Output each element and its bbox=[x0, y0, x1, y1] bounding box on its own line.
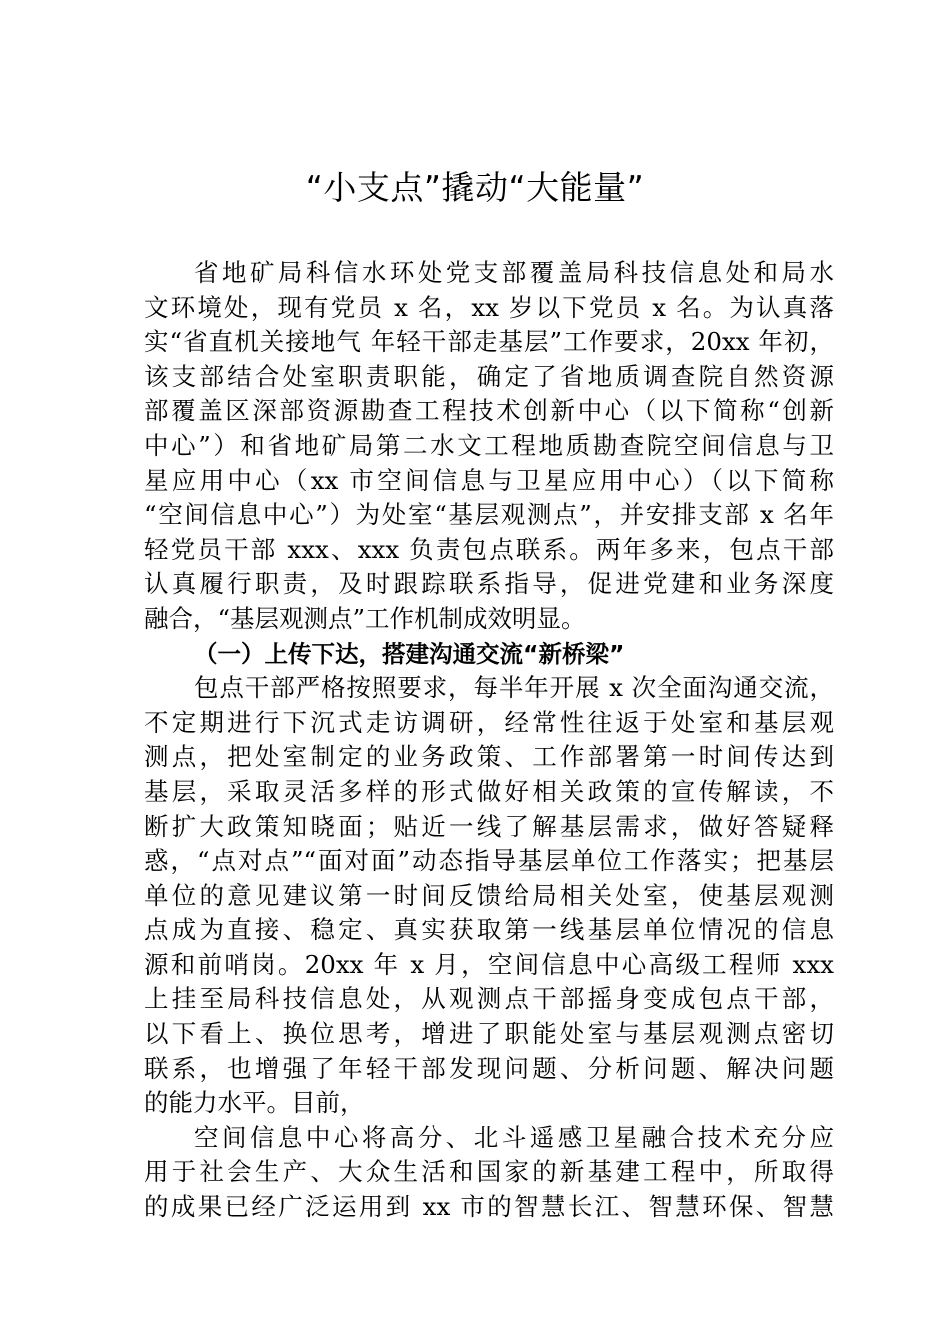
paragraph-line: 轻党员干部 xxx、xxx 负责包点联系。两年多来，包点干部 bbox=[144, 534, 834, 564]
paragraph-line: 用于社会生产、大众生活和国家的新基建工程中，所取得 bbox=[144, 1157, 834, 1187]
paragraph-line: 不定期进行下沉式走访调研，经常性往返于处室和基层观 bbox=[144, 707, 834, 737]
document-body bbox=[144, 256, 834, 1225]
paragraph-line: 文环境处，现有党员 x 名，xx 岁以下党员 x 名。为认真落 bbox=[144, 292, 834, 322]
paragraph-line: 包点干部严格按照要求，每半年开展 x 次全面沟通交流， bbox=[194, 673, 834, 703]
paragraph-line: 省地矿局科信水环处党支部覆盖局科技信息处和局水 bbox=[194, 258, 834, 287]
paragraph-line: 融合，“基层观测点”工作机制成效明显。 bbox=[144, 603, 586, 633]
paragraph-line: 的能力水平。目前， bbox=[144, 1088, 365, 1118]
paragraph-line: 星应用中心（xx 市空间信息与卫星应用中心）（以下简称 bbox=[144, 465, 834, 495]
paragraph-line: 联系，也增强了年轻干部发现问题、分析问题、解决问题 bbox=[144, 1053, 834, 1083]
paragraph-line: 以下看上、换位思考，增进了职能处室与基层观测点密切 bbox=[144, 1019, 834, 1049]
paragraph-line: 的成果已经广泛运用到 xx 市的智慧长江、智慧环保、智慧 bbox=[144, 1192, 834, 1222]
paragraph-line: 点成为直接、稳定、真实获取第一线基层单位情况的信息 bbox=[144, 915, 834, 945]
paragraph-line: 基层，采取灵活多样的形式做好相关政策的宣传解读，不 bbox=[144, 776, 834, 806]
paragraph-line: 空间信息中心将高分、北斗遥感卫星融合技术充分应 bbox=[194, 1122, 834, 1152]
paragraph-line: 断扩大政策知晓面；贴近一线了解基层需求，做好答疑释 bbox=[144, 811, 834, 841]
paragraph-line: 上挂至局科技信息处，从观测点干部摇身变成包点干部， bbox=[144, 984, 834, 1014]
paragraph-line: 惑，“点对点”“面对面”动态指导基层单位工作落实；把基层 bbox=[144, 846, 834, 876]
paragraph-line: 该支部结合处室职责职能，确定了省地质调查院自然资源 bbox=[144, 361, 834, 391]
section-heading: （一）上传下达，搭建沟通交流“新桥梁” bbox=[194, 639, 625, 668]
document-title: “小支点”撬动“大能量” bbox=[305, 168, 645, 207]
paragraph-line: 源和前哨岗。20xx 年 x 月，空间信息中心高级工程师 xxx bbox=[144, 949, 834, 979]
paragraph-line: 实“省直机关接地气 年轻干部走基层”工作要求，20xx 年初， bbox=[144, 327, 834, 357]
paragraph-line: “空间信息中心”）为处室“基层观测点”，并安排支部 x 名年 bbox=[144, 500, 834, 530]
paragraph-line: 部覆盖区深部资源勘查工程技术创新中心（以下简称“创新 bbox=[144, 396, 834, 426]
paragraph-line: 测点，把处室制定的业务政策、工作部署第一时间传达到 bbox=[144, 742, 834, 772]
paragraph-line: 中心”）和省地矿局第二水文工程地质勘查院空间信息与卫 bbox=[144, 430, 834, 460]
paragraph-line: 认真履行职责，及时跟踪联系指导，促进党建和业务深度 bbox=[144, 569, 834, 599]
paragraph-line: 单位的意见建议第一时间反馈给局相关处室，使基层观测 bbox=[144, 880, 834, 910]
